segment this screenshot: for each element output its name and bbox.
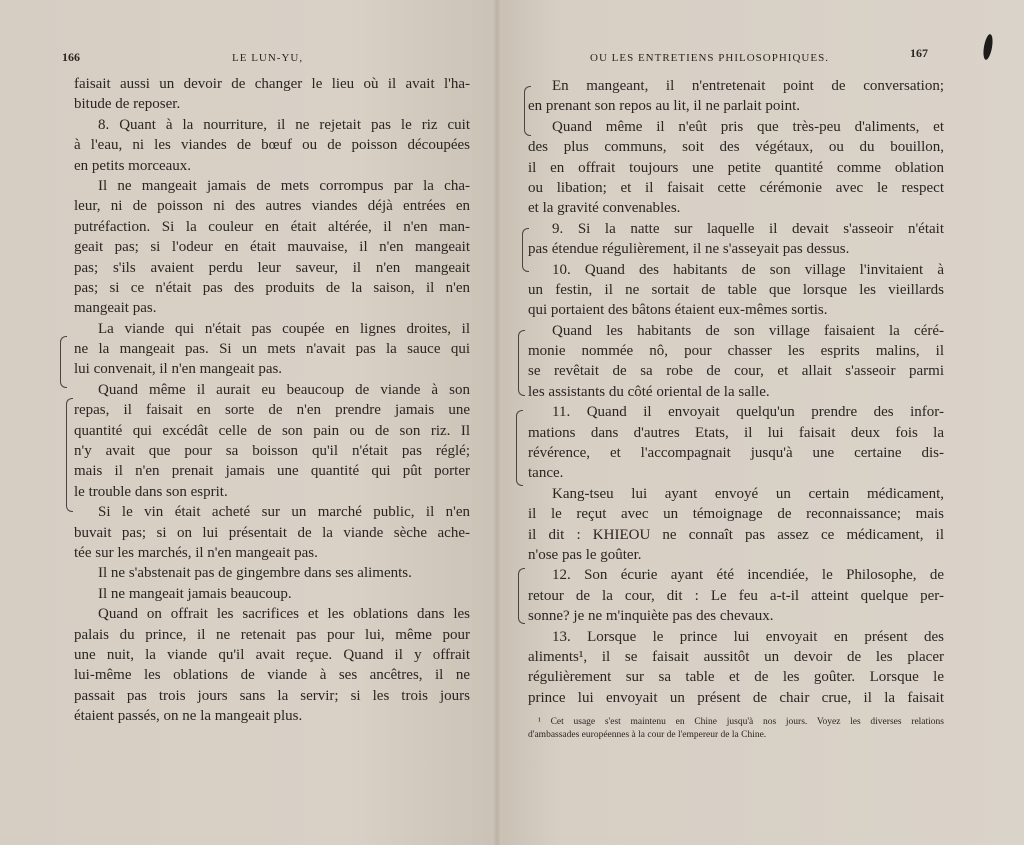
text-line: 12. Son écurie ayant été incendiée, le Philosophe, de — [552, 567, 944, 584]
page-number: 167 — [910, 46, 928, 60]
pencil-bracket — [60, 336, 67, 388]
text-line: monie nommée nô, pour chasser les esprits malins, il — [528, 343, 944, 360]
footnote-line: d'ambassades européennes à la cour de l'empereur de la Chine. — [528, 730, 767, 740]
text-line: révérence, et l'accompagnait jusqu'à une certaine dis- — [528, 445, 944, 462]
left-page — [0, 0, 498, 845]
text-line: un festin, il ne sortait de table que lorsque les vieillards — [528, 281, 944, 298]
text-line: en petits morceaux. — [74, 157, 192, 174]
text-line: 8. Quant à la nourriture, il ne rejetait pas le riz cuit — [98, 116, 470, 133]
text-line: mangeait pas. — [74, 300, 157, 317]
text-line: Il ne mangeait jamais de mets corrompus par la cha- — [98, 177, 470, 194]
pencil-bracket — [518, 330, 525, 396]
page-body — [528, 76, 944, 708]
pencil-bracket — [516, 410, 523, 486]
text-line: en prenant son repos au lit, il ne parlait point. — [528, 98, 801, 115]
page-number: 166 — [62, 50, 80, 64]
text-line: En mangeant, il n'entretenait point de conversation; — [552, 78, 944, 94]
text-line: les assistants du côté oriental de la salle. — [528, 383, 770, 400]
text-line: La viande qui n'était pas coupée en lignes droites, il — [98, 320, 470, 337]
text-line: passait pas trois jours sans la servir; si les trois jours — [74, 687, 470, 704]
text-line: étaient passés, on ne la mangeait plus. — [74, 708, 303, 725]
running-head: OU LES ENTRETIENS PHILOSOPHIQUES. — [590, 52, 829, 64]
text-line: pas; s'ils avaient perdu leur saveur, il n'en mangeait — [74, 259, 470, 276]
text-line: buvait pas; si on lui présentait de la viande sèche ache- — [74, 524, 470, 541]
text-line: repas, il faisait en sorte de n'en prendre jamais une — [74, 402, 470, 419]
text-line: n'ose pas le goûter. — [528, 546, 642, 563]
text-line: il dit : KHIEOU ne connaît pas assez ce médicament, il — [528, 526, 944, 543]
text-line: sonne? je ne m'inquiète pas des chevaux. — [528, 608, 774, 625]
text-line: geait pas; si l'odeur en était mauvaise, il n'en mangeait — [74, 239, 470, 256]
text-line: quantité qui excédât celle de son pain ou de son riz. Il — [74, 422, 470, 439]
text-line: il en offrait toujours une petite quantité comme oblation — [528, 159, 944, 176]
text-line: Il ne s'abstenait pas de gingembre dans ses aliments. — [98, 565, 412, 582]
text-line: 11. Quand il envoyait quelqu'un prendre des infor- — [552, 404, 944, 421]
text-line: Quand on offrait les sacrifices et les oblations dans les — [98, 606, 470, 623]
text-line: Si le vin était acheté sur un marché public, il n'en — [98, 504, 470, 521]
footnote — [528, 716, 944, 742]
right-page — [498, 0, 1024, 845]
text-line: Il ne mangeait jamais beaucoup. — [98, 585, 292, 602]
text-line: une nuit, la viande qu'il avait reçue. Quand il y offrait — [74, 646, 470, 663]
text-line: 13. Lorsque le prince lui envoyait en présent des — [552, 628, 944, 645]
text-line: lui convenait, il n'en mangeait pas. — [74, 361, 283, 378]
text-line: mations dans d'autres Etats, il lui faisait deux fois la — [528, 424, 944, 441]
text-line: il le reçut avec un témoignage de reconnaissance; mais — [528, 506, 944, 523]
text-line: qui portaient des bâtons étaient eux-mêmes sortis. — [528, 302, 828, 319]
text-line: tance. — [528, 465, 564, 482]
text-line: bitude de reposer. — [74, 96, 181, 113]
text-line: aliments¹, il se faisait aussitôt un devoir de les placer — [528, 648, 944, 665]
text-line: retour de la cour, dit : Le feu a-t-il atteint quelque per- — [528, 587, 944, 604]
text-line: n'y avait que pour sa boisson qu'il n'était pas réglé; — [74, 443, 470, 460]
pencil-bracket — [66, 398, 73, 512]
text-line: Quand même il aurait eu beaucoup de viande à son — [98, 381, 470, 398]
running-head: LE LUN-YU, — [232, 52, 304, 64]
page-body — [74, 74, 470, 727]
text-line: Quand les habitants de son village faisaient la céré- — [552, 322, 944, 339]
text-line: le trouble dans son esprit. — [74, 483, 228, 500]
text-line: 10. Quand des habitants de son village l'invitaient à — [552, 261, 944, 278]
text-line: putréfaction. Si la couleur en était altérée, il n'en man- — [74, 218, 470, 235]
text-line: Quand même il n'eût pris que très-peu d'aliments, et — [552, 118, 944, 135]
text-line: pas; si ce n'était pas des produits de la saison, il n'en — [74, 279, 470, 296]
text-line: tée sur les marchés, il n'en mangeait pas. — [74, 544, 318, 561]
text-line: se revêtait de sa robe de cour, et allait s'asseoir parmi — [528, 363, 944, 380]
text-line: à l'eau, ni les viandes de bœuf ou de poisson découpées — [74, 137, 470, 154]
text-line: prince lui envoyait un présent de chair crue, il la faisait — [528, 689, 944, 706]
text-line: régulièrement sur sa table et de les goûter. Lorsque le — [528, 669, 944, 686]
text-line: ne la mangeait pas. Si un mets n'avait pas la sauce qui — [74, 341, 470, 358]
book-gutter — [492, 0, 502, 845]
text-line: et la gravité convenables. — [528, 200, 681, 217]
text-line: des plus communs, soit des végétaux, ou du bouillon, — [528, 139, 944, 156]
text-line: palais du prince, il ne retenait pas pour lui, même pour — [74, 626, 470, 643]
text-line: 9. Si la natte sur laquelle il devait s'asseoir n'était — [552, 220, 944, 237]
text-line: Kang-tseu lui ayant envoyé un certain médicament, — [552, 485, 944, 502]
text-line: faisait aussi un devoir de changer le lieu où il avait l'ha- — [74, 76, 470, 92]
text-line: mais il n'en prenait jamais une quantité qui pût porter — [74, 463, 470, 480]
text-line: lui-même les oblations de viande à ses ancêtres, il ne — [74, 667, 470, 684]
text-line: pas étendue régulièrement, il ne s'asseyait pas dessus. — [528, 241, 850, 258]
footnote-line: ¹ Cet usage s'est maintenu en Chine jusqu'à nos jours. Voyez les diverses relations — [538, 717, 944, 727]
pencil-bracket — [518, 568, 525, 624]
text-line: leur, ni de poisson ni des autres viandes déjà entrées en — [74, 198, 470, 215]
text-line: ou libation; et il faisait cette cérémonie avec le respect — [528, 179, 944, 196]
